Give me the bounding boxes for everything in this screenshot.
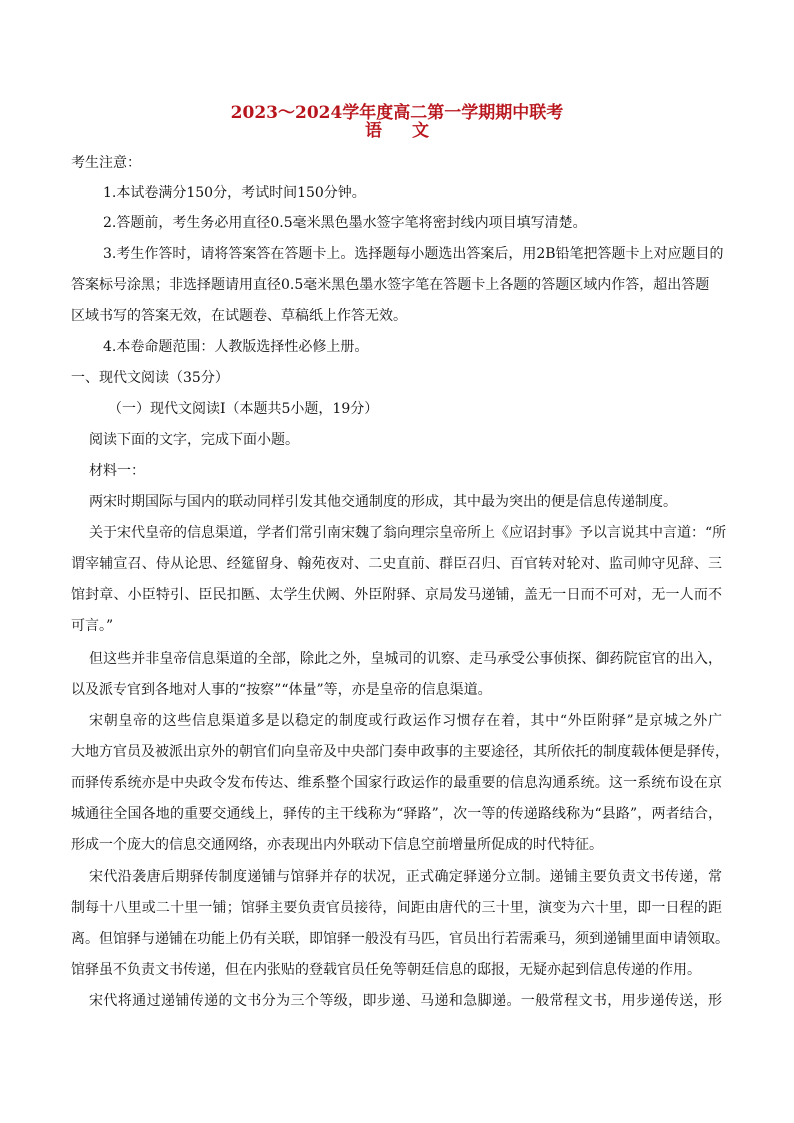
notice-item: 区域书写的答案无效，在试题卷、草稿纸上作答无效。 [71, 308, 407, 324]
passage-line: 谓宰辅宣召、侍从论思、经筵留身、翰苑夜对、二史直前、群臣召归、百官转对轮对、监司帅守见辞、三 [71, 556, 722, 572]
material-label: 材料一： [89, 463, 145, 479]
passage-line: 制每十八里或二十里一铺；馆驿主要负责官员接待，间距由唐代的三十里，演变为六十里，即一日程的距 [71, 900, 722, 916]
passage-line: 而驿传系统亦是中央政令发布传达、维系整个国家行政运作的最重要的信息沟通系统。这一系统布设在京 [71, 775, 722, 791]
passage-line: 城通往全国各地的重要交通线上，驿传的主干线称为“驿路”，次一等的传递路线称为“县路”，两者结合， [71, 806, 722, 822]
passage-line: 宋朝皇帝的这些信息渠道多是以稳定的制度或行政运作习惯存在着，其中“外臣附驿”是京城之外广 [89, 713, 722, 729]
instruction-text: 阅读下面的文字，完成下面小题。 [89, 432, 299, 448]
passage-line: 关于宋代皇帝的信息渠道，学者们常引南宋魏了翁向理宗皇帝所上《应诏封事》予以言说其中言道：“所 [89, 525, 727, 541]
notice-item: 2.答题前，考生务必用直径0.5毫米黑色墨水签字笔将密封线内项目填写清楚。 [103, 215, 587, 231]
passage-line: 宋代沿袭唐后期驿传制度递铺与馆驿并存的状况，正式确定驿递分立制。递铺主要负责文书传递，常 [89, 869, 722, 885]
passage-line: 馆封章、小臣特引、臣民扣匦、太学生伏阙、外臣附驿、京局发马递铺，盖无一日而不可对，无一人而不 [71, 587, 722, 603]
notice-item: 4.本卷命题范围：人教版选择性必修上册。 [103, 339, 369, 355]
passage-line: 以及派专官到各地对人事的“按察”“体量”等，亦是皇帝的信息渠道。 [71, 682, 492, 698]
passage-line: 形成一个庞大的信息交通网络，亦表现出内外联动下信息空前增量所促成的时代特征。 [71, 837, 603, 853]
section-heading: 一、现代文阅读（35分） [71, 370, 229, 386]
passage-line: 大地方官员及被派出京外的朝官们向皇帝及中央部门奏申政事的主要途径，其所依托的制度载体便是驿传， [71, 744, 729, 760]
passage-line: 可言。” [71, 618, 114, 634]
passage-line: 宋代将通过递铺传递的文书分为三个等级，即步递、马递和急脚递。一般常程文书，用步递传送，形 [89, 993, 722, 1009]
passage-line: 但这些并非皇帝信息渠道的全部，除此之外，皇城司的讥察、走马承受公事侦探、御药院宦官的出入， [89, 651, 722, 667]
subject-title: 语文 [365, 121, 459, 141]
notice-item: 1.本试卷满分150分，考试时间150分钟。 [103, 185, 366, 201]
sub-section-heading: （一）现代文阅读Ⅰ（本题共5小题，19分） [108, 401, 379, 417]
passage-line: 馆驿虽不负责文书传递，但在内张贴的登载官员任免等朝廷信息的邸报，无疑亦起到信息传递的作用。 [71, 962, 701, 978]
passage-line: 两宋时期国际与国内的联动同样引发其他交通制度的形成，其中最为突出的便是信息传递制度。 [89, 494, 677, 510]
notice-item: 答案标号涂黑；非选择题请用直径0.5毫米黑色墨水签字笔在答题卡上各题的答题区域内作答，超出答题 [71, 277, 710, 293]
notice-item: 3.考生作答时，请将答案答在答题卡上。选择题每小题选出答案后，用2B铅笔把答题卡上对应题目的 [103, 246, 724, 262]
passage-line: 离。但馆驿与递铺在功能上仍有关联，即馆驿一般没有马匹，官员出行若需乘马，须到递铺里面申请领取。 [71, 931, 729, 947]
notice-heading: 考生注意： [71, 155, 141, 171]
exam-title: 2023～2024学年度高二第一学期期中联考 [230, 103, 564, 123]
